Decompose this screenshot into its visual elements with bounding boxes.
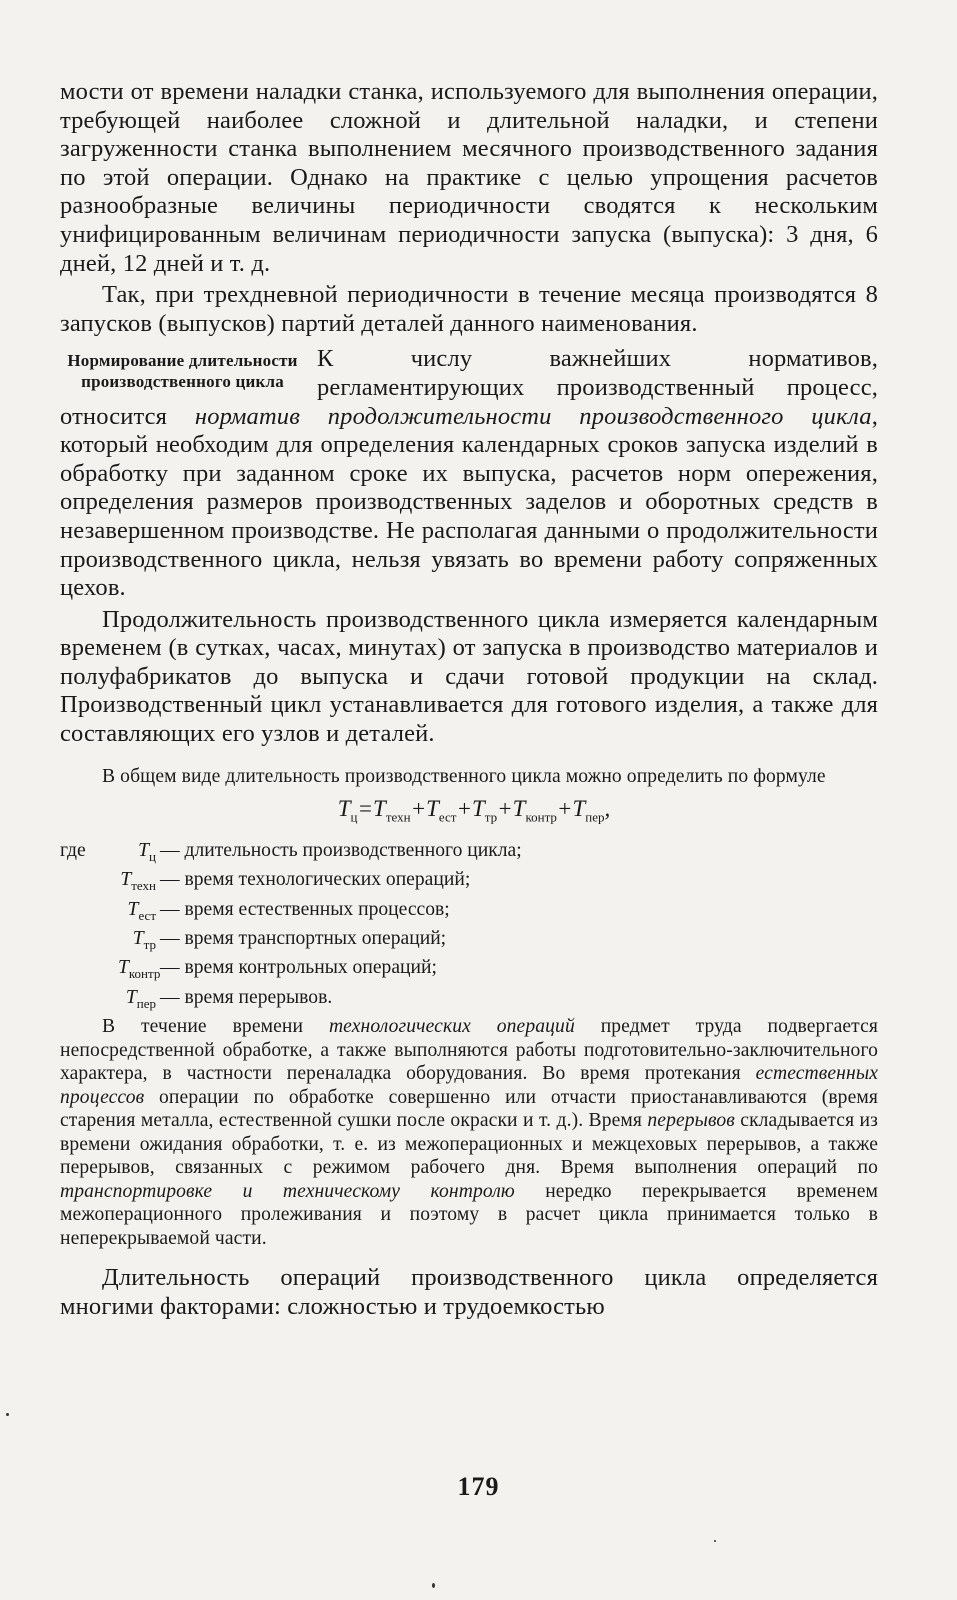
- paragraph-1: мости от времени наладки станка, используемого для выполнения операции, требующей наиболее сложной и длительной наладки, и степени загруженности станка выполнением месячного производственного задания по этой операции. Однако на практике с целью упрощения расчетов разнообразные величины периодичности сводятся к нескольким унифицированным величинам периодичности запуска (выпуска): 3 дня, 6 дней, 12 дней и т. д.: [60, 78, 878, 277]
- formula-intro: В общем виде длительность производственного цикла можно определить по формуле: [102, 765, 826, 787]
- formula-term-transport: $T_{тр}$: [472, 796, 498, 825]
- legend-row: [60, 868, 878, 897]
- small-paragraph-explanation: В течение времени технологических операций предмет труда подвергается непосредственной обработке, а также выполняются работы подготовительно-заключительного характера, в частности переналадка оборудования. Во время протекания естественных процессов операции по обработке совершенно или отчасти приостанавливаются (время старения металла, естественной сушки после окраски и т. д.). Время перерывов складывается из времени ожидания обработки, т. е. из межоперационных и межцеховых перерывов, а также перерывов, связанных с режимом рабочего дня. Время выполнения операций по транспортировке и техническому контролю нередко перекрывается временем межоперационного пролеживания и поэтому в расчет цикла принимается только в неперекрываемой части.: [60, 1016, 878, 1249]
- page-body: [60, 78, 878, 1321]
- emphasis-transport-control: транспортировке и техническому контролю: [60, 1180, 515, 1202]
- legend-text: — время контрольных операций;: [160, 957, 437, 979]
- formula-plus: +: [556, 796, 573, 822]
- formula-lhs: $T_ц$: [337, 796, 358, 825]
- scan-speck: [432, 1583, 435, 1588]
- formula-equals: =: [357, 796, 374, 822]
- legend-text: — время перерывов.: [160, 986, 333, 1008]
- legend-row: [60, 927, 878, 956]
- legend-text: — длительность производственного цикла;: [160, 839, 522, 861]
- formula-term-control: $T_{контр}$: [512, 796, 557, 825]
- formula-plus: +: [456, 796, 472, 822]
- legend-symbol: $T_{пер}$: [125, 986, 156, 1011]
- emphasis-breaks: перерывов: [647, 1110, 735, 1132]
- legend-where: где: [60, 839, 86, 861]
- paragraph-2: Так, при трехдневной периодичности в течение месяца производятся 8 запусков (выпусков) партий деталей данного наименования.: [60, 281, 878, 337]
- paragraph-3-tail: , который необходим для определения календарных сроков запуска изделий в обработку при заданном сроке их выпуска, расчетов норм опережения, определения размеров производственных заделов и оборотных средств в незавершенном производстве. Не располагая данными о продолжительности производственного цикла, нельзя увязать во времени работу сопряженных цехов.: [60, 402, 878, 602]
- emphasis-natural-processes: естественных процессов: [60, 1063, 878, 1108]
- legend-text: — время технологических операций;: [160, 869, 471, 891]
- legend-text: — время естественных процессов;: [160, 898, 450, 920]
- emphasis-tech-ops: технологических операций: [328, 1016, 575, 1038]
- formula-legend: [60, 839, 878, 1015]
- legend-row: [60, 839, 878, 868]
- legend-row: [60, 898, 878, 927]
- formula-plus: +: [410, 796, 427, 822]
- legend-symbol: $T_{контр}$: [118, 957, 161, 982]
- page-number: 179: [457, 1472, 500, 1501]
- formula-term-breaks: $T_{пер}$: [572, 796, 605, 825]
- legend-symbol: $T_{техн}$: [120, 869, 156, 894]
- paragraph-3-emphasis: норматив продолжительности производственного цикла: [194, 402, 872, 430]
- paragraph-4: Продолжительность производственного цикла измеряется календарным временем (в сутках, часах, минутах) от запуска в производство материалов и полуфабрикатов до выпуска и сдачи готовой продукции на склад. Производственный цикл устанавливается для готового изделия, а также для составляющих его узлов и деталей.: [60, 605, 878, 748]
- formula-comma: ,: [604, 796, 611, 822]
- legend-row: [60, 956, 878, 985]
- legend-symbol: $T_ц$: [138, 839, 156, 864]
- scan-speck: [714, 1540, 716, 1542]
- scan-speck: [6, 1413, 9, 1416]
- legend-symbol: $T_{тр}$: [132, 927, 156, 952]
- cycle-formula: [60, 794, 878, 833]
- small-print-block: [60, 765, 878, 1251]
- formula-term-tech: $T_{техн}$: [373, 796, 411, 825]
- formula-term-natural: $T_{ест}$: [426, 796, 457, 825]
- legend-text: — время транспортных операций;: [160, 927, 447, 949]
- paragraph-3-lead: К числу важнейших нормативов, регламентирующих производственный процесс, относится: [60, 345, 878, 430]
- formula-plus: +: [497, 796, 513, 822]
- legend-row: [60, 986, 878, 1015]
- section-cycle-norm: [60, 345, 878, 602]
- side-heading: Нормирование длительности производственного цикла: [67, 351, 298, 392]
- paragraph-5: Длительность операций производственного цикла определяется многими факторами: сложностью и трудоемкостью: [60, 1264, 878, 1320]
- legend-symbol: $T_{ест}$: [127, 898, 156, 923]
